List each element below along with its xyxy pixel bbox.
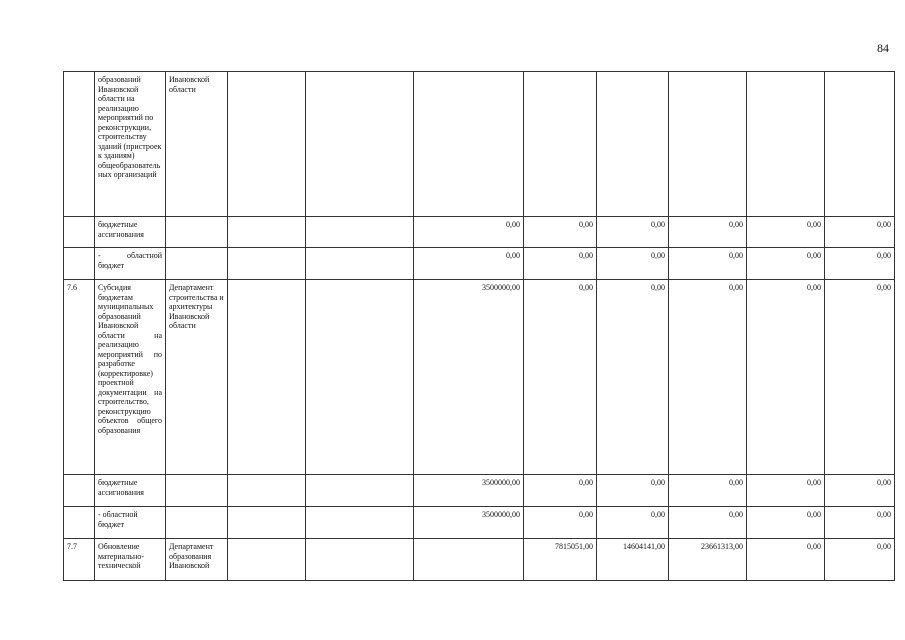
value-cell: 0,00 (414, 217, 524, 248)
empty-cell (306, 280, 414, 475)
row-number (64, 475, 95, 507)
row-name: бюджетные ассигнования (95, 217, 166, 248)
value-cell: 0,00 (597, 280, 669, 475)
row-executor (166, 217, 228, 248)
value-cell: 0,00 (669, 248, 747, 280)
row-executor (166, 507, 228, 539)
empty-cell (306, 539, 414, 581)
value-cell: 0,00 (414, 248, 524, 280)
value-cell (747, 72, 825, 217)
value-cell (669, 72, 747, 217)
value-cell: 0,00 (669, 280, 747, 475)
row-number (64, 507, 95, 539)
value-cell: 0,00 (825, 248, 895, 280)
value-cell: 0,00 (524, 217, 597, 248)
value-cell (597, 72, 669, 217)
empty-cell (306, 507, 414, 539)
empty-cell (228, 507, 306, 539)
row-name: - областной бюджет (95, 507, 166, 539)
value-cell: 14604141,00 (597, 539, 669, 581)
value-cell: 0,00 (825, 280, 895, 475)
value-cell: 0,00 (747, 248, 825, 280)
row-executor (166, 248, 228, 280)
budget-table (63, 71, 895, 581)
value-cell: 0,00 (597, 217, 669, 248)
empty-cell (228, 280, 306, 475)
empty-cell (306, 248, 414, 280)
value-cell (414, 539, 524, 581)
table-row (64, 217, 895, 248)
empty-cell (306, 475, 414, 507)
value-cell: 0,00 (825, 539, 895, 581)
value-cell: 0,00 (825, 217, 895, 248)
row-name: - областной бюджет (95, 248, 166, 280)
empty-cell (306, 217, 414, 248)
value-cell: 0,00 (825, 507, 895, 539)
row-executor: Департамент строительства и архитектуры Ивановской области (166, 280, 228, 475)
value-cell: 0,00 (597, 507, 669, 539)
row-number (64, 72, 95, 217)
row-name: бюджетные ассигнования (95, 475, 166, 507)
row-executor: Ивановской области (166, 72, 228, 217)
value-cell: 7815051,00 (524, 539, 597, 581)
row-number: 7.6 (64, 280, 95, 475)
value-cell: 0,00 (825, 475, 895, 507)
value-cell: 3500000,00 (414, 475, 524, 507)
row-name: Обновление материально-технической (95, 539, 166, 581)
empty-cell (228, 539, 306, 581)
table-row (64, 72, 895, 217)
value-cell: 0,00 (597, 248, 669, 280)
value-cell: 0,00 (747, 507, 825, 539)
row-executor (166, 475, 228, 507)
value-cell (825, 72, 895, 217)
value-cell: 0,00 (524, 475, 597, 507)
value-cell: 3500000,00 (414, 280, 524, 475)
row-name: Субсидия бюджетам муниципальных образований Ивановской области на реализацию мероприятий по разработке (корректировке) проектной документации на строительство, реконструкцию объектов общего образования (95, 280, 166, 475)
row-number (64, 217, 95, 248)
value-cell: 0,00 (597, 475, 669, 507)
value-cell: 0,00 (669, 507, 747, 539)
empty-cell (228, 248, 306, 280)
empty-cell (228, 475, 306, 507)
page-number: 84 (877, 41, 889, 55)
row-name: образований Ивановской области на реализацию мероприятий по реконструкции, строительству зданий (пристроек к зданиям) общеобразовательных организаций (95, 72, 166, 217)
value-cell: 0,00 (524, 507, 597, 539)
value-cell (524, 72, 597, 217)
value-cell: 0,00 (524, 280, 597, 475)
table-row (64, 475, 895, 507)
empty-cell (228, 72, 306, 217)
row-number: 7.7 (64, 539, 95, 581)
value-cell: 0,00 (669, 217, 747, 248)
table-row (64, 248, 895, 280)
value-cell: 0,00 (669, 475, 747, 507)
value-cell: 0,00 (747, 475, 825, 507)
table-row (64, 507, 895, 539)
table-row (64, 280, 895, 475)
value-cell (414, 72, 524, 217)
value-cell: 0,00 (747, 217, 825, 248)
value-cell: 0,00 (747, 280, 825, 475)
row-number (64, 248, 95, 280)
row-executor: Департамент образования Ивановской (166, 539, 228, 581)
value-cell: 0,00 (524, 248, 597, 280)
value-cell: 0,00 (747, 539, 825, 581)
table-row (64, 539, 895, 581)
value-cell: 23661313,00 (669, 539, 747, 581)
empty-cell (228, 217, 306, 248)
empty-cell (306, 72, 414, 217)
value-cell: 3500000,00 (414, 507, 524, 539)
